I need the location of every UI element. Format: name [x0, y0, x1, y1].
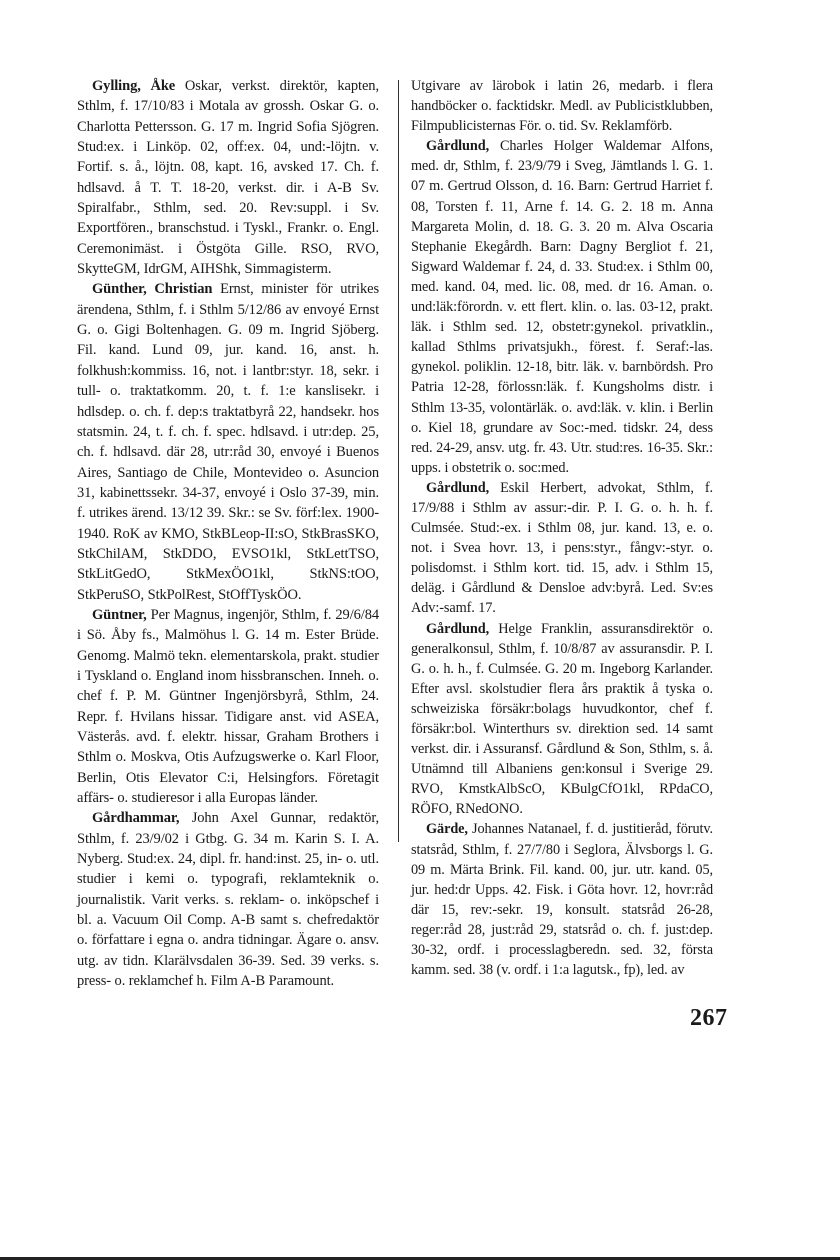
- entry-name: Gårdlund,: [426, 138, 490, 155]
- entry-text: Johannes Natanael, f. d. justitieråd, förutv. statsråd, Sthlm, f. 27/7/80 i Seglora, Älvsborgs l. G. 09 m. Märta Brink. Fil. kand. 00, jur. utr. kand. 05, jur. hed:dr Upps. 42. Fisk. i Göta hovr. 12, hovr:råd där 15, rev:-sekr. 19, konsult. statsråd 26-28, reger:råd 28, just:råd 29, statsråd o. ch. f. just:dep. 30-32, ordf. i processlagberedn. sed. 32, första kamm. sed. 38 (v. ordf. i 1:a lagutsk., fp), led. av: [411, 821, 713, 979]
- entry-name: Günther, Christian: [92, 281, 213, 298]
- entry-gunther: [77, 279, 379, 605]
- entry-name: Gårdlund,: [426, 620, 490, 637]
- entry-text: Utgivare av lärobok i latin 26, medarb. i flera handböcker o. facktidskr. Medl. av Publicistklubben, Filmpublicisternas För. o. tid. Sv. Reklamförb.: [411, 78, 713, 135]
- entry-name: Gärde,: [426, 821, 468, 838]
- entry-name: Gårdhammar,: [92, 810, 180, 827]
- right-column: [411, 76, 713, 980]
- entry-text: Per Magnus, ingenjör, Sthlm, f. 29/6/84 i Sö. Åby fs., Malmöhus l. G. 14 m. Ester Brüde. Genomg. Malmö tekn. elementarskola, prakt. studier i Tyskland o. England inom hissbranschen. Inneh. o. chef f. P. M. Güntner Ingenjörsbyrå, Sthlm, 24. Repr. f. Hvilans hissar. Tidigare anst. vid ASEA, Västerås. avd. f. elektr. hissar, Graham Brothers i Sthlm o. Moskva, Otis Aufzugswerke o. Karl Floor, Berlin, Otis Elevator C:i, Helsingfors. Företagit affärs- o. studieresor i alla Europas länder.: [77, 606, 379, 807]
- entry-name: Gårdlund,: [426, 479, 490, 496]
- entry-text: Helge Franklin, assuransdirektör o. generalkonsul, Sthlm, f. 10/8/87 av assuransdir. P. I. G. o. h. h., f. Culmsée. G. 20 m. Ingeborg Karlander. Efter avsl. skolstudier flera års praktik å tyska o. schweiziska försäkr:bolags huvudkontor, chef f. försäkr:bol. Winterthurs sv. direktion sed. 14 samt verkst. dir. i Assuransf. Gårdlund & Son, Sthlm, s. å. Utnämnd till Albaniens gen:konsul i Sverige 29. RVO, KmstkAlbScO, KBulgCfO1kl, RPdaCO, RÖFO, RNedONO.: [411, 620, 713, 818]
- entry-name: Güntner,: [92, 606, 147, 623]
- entry-gylling: [77, 76, 379, 279]
- entry-text: John Axel Gunnar, redaktör, Sthlm, f. 23/9/02 i Gtbg. G. 34 m. Karin S. I. A. Nyberg. Stud:ex. 24, dipl. fr. hand:inst. 25, in- o. utl. studier i kemi o. typografi, reklamteknik o. journalistik. Varit verks. s. reklam- o. inköpschef i bl. a. Vacuum Oil Comp. A-B samt s. chefredaktör o. författare i egna o. andra tidningar. Ägare o. ansv. utg. av tidn. Klarälvsdalen 36-39. Sed. 39 verks. s. press- o. reklamchef h. Film A-B Paramount.: [77, 810, 379, 990]
- entry-gardlund-charles: [411, 136, 713, 478]
- entry-text: Charles Holger Waldemar Alfons, med. dr, Sthlm, f. 23/9/79 i Sveg, Jämtlands l. G. 1. 07 m. Gertrud Olsson, d. 16. Barn: Gertrud Harriet f. 08, Torsten f. 11, Arne f. 14. G. 2. 18 m. Anna Margareta Molin, d. 18. G. 3. 20 m. Alva Oscaria Stephanie Ekegårdh. Barn: Dagny Bergliot f. 21, Sigward Waldemar f. 24, d. 33. Stud:ex. i Sthlm 00, med. kand. 04, med. lic. 08, med. dr 16. Aman. o. und:läk:förordn. v. ett flert. klin. o. las. 03-12, prakt. läk. i Sthlm sed. 12, obstetr:gynekol. privatklin., kallad Sthlms privatsjukh., förest. f. Seraf:-las. gynekol. poliklin. 12-18, bitr. läk. v. barnbördsh. Pro Patria 12-28, förlossn:läk. f. Kungsholms distr. i Sthlm 13-35, volontärläk. o. avd:läk. v. klin. i Berlin o. Kiel 18, grundare av Soc:-med. tidskr. 24, dess red. 24-29, ansv. utg. fr. 43. Utr. stud:res. 16-35. Skr.: upps. i obstetrik o. soc:med.: [411, 138, 713, 476]
- column-divider: [398, 80, 399, 842]
- entry-text: Eskil Herbert, advokat, Sthlm, f. 17/9/88 i Sthlm av assur:-dir. P. I. G. o. h. h. f. Culmsée. Stud:-ex. i Sthlm 08, jur. kand. 13, e. o. not. i Svea hovr. 13, i pens:styr., fångv:-styr. o. polisdomst. i Sthlm kort. tid. 15, adv. i Sthlm 15, deläg. i Gårdlund & Densloe adv:byrå. Led. Sv:es Adv:-samf. 17.: [411, 479, 713, 617]
- entry-name: Gylling, Åke: [92, 78, 176, 94]
- entry-guntner: [77, 605, 379, 808]
- entry-text: Ernst, minister för utrikes ärendena, Sthlm, f. i Sthlm 5/12/86 av envoyé Ernst G. o. Gigi Boltenhagen. G. 09 m. Ingrid Sjöberg. Fil. kand. Lund 09, jur. kand. 16, anst. h. folkhush:kommiss. 16, not. i lantbr:styr. 18, sekr. i tull- o. traktatkomm. 20, t. f. 1:e kanslisekr. i hdlsdep. o. ch. f. dep:s traktatbyrå 22, handsekr. hos statsmin. 24, t. f. ch. f. spec. hdlsavd. i utr:dep. 25, ch. f. hdlsavd. där 28, utr:råd 30, envoyé i Buenos Aires, Santiago de Chile, Montevideo o. Asuncion 31, kabinettssekr. 34-37, envoyé i Oslo 37-39, min. f. utrikes ärend. 13/12 39. Skr.: se Sv. förf:lex. 1900-1940. RoK av KMO, StkBLeop-II:sO, StkBrasSKO, StkChilAM, StkDDO, EVSO1kl, StkLettTSO, StkLitGedO, StkMexÖO1kl, StkNS:tOO, StkPeruSO, StkPolRest, StOffTyskÖO.: [77, 281, 379, 603]
- page-number: 267: [690, 1005, 728, 1031]
- entry-garde: [411, 819, 713, 980]
- entry-continuation: [411, 76, 713, 136]
- left-column: [77, 76, 379, 991]
- entry-gardhammar: [77, 808, 379, 991]
- entry-gardlund-eskil: [411, 478, 713, 619]
- entry-text: Oskar, verkst. direktör, kapten, Sthlm, f. 17/10/83 i Motala av grossh. Oskar G. o. Charlotta Pettersson. G. 17 m. Ingrid Sofia Sjögren. Stud:ex. i Linköp. 02, off:ex. 04, und:-löjtn. v. Fortif. s. å., löjtn. 08, kapt. 16, avsked 17. Ch. f. hdlsavd. å T. T. 18-20, verkst. dir. i A-B Sv. Spiralfabr., Sthlm, sed. 20. Rev:suppl. i Sv. Exportfören., branschstud. i Tyskl., Frankr. o. Engl. Ceremonimäst. i Östgöta Gille. RSO, RVO, SkytteGM, IdrGM, AIHShk, Simmagisterm.: [77, 78, 379, 278]
- entry-gardlund-helge: [411, 619, 713, 820]
